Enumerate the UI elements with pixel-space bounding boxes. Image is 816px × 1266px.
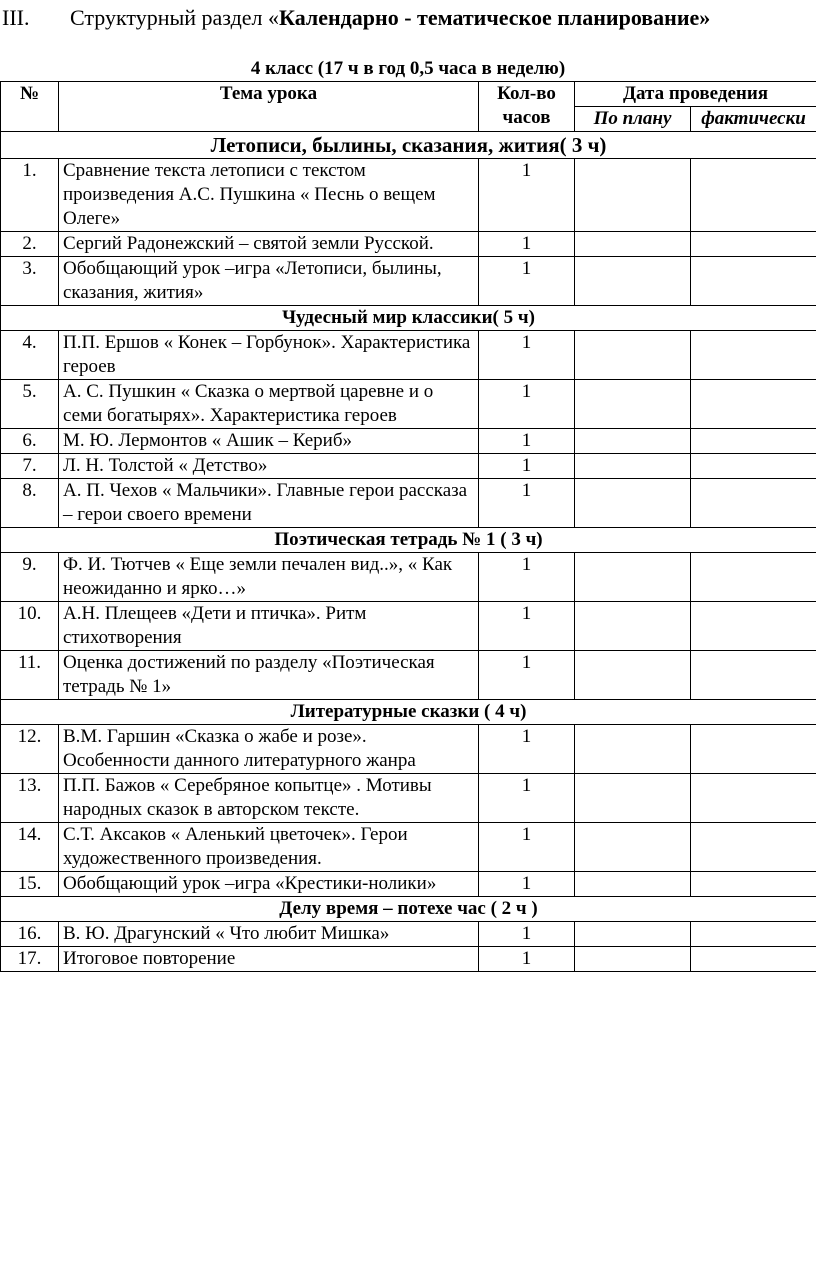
planned-date-cell [575, 331, 691, 380]
actual-date-cell [691, 725, 816, 774]
planned-date-cell [575, 380, 691, 429]
lesson-number: 4. [1, 331, 59, 380]
lesson-number: 6. [1, 429, 59, 454]
lesson-number: 8. [1, 479, 59, 528]
table-row [1, 159, 816, 232]
section-row [1, 700, 816, 725]
lesson-hours: 1 [479, 872, 575, 897]
table-row [1, 947, 816, 972]
section-title: Календарно - тематическое планирование» [279, 5, 711, 30]
lesson-topic: П.П. Ершов « Конек – Горбунок». Характеристика героев [59, 331, 479, 380]
lesson-topic: А. С. Пушкин « Сказка о мертвой царевне и о семи богатырях». Характеристика героев [59, 380, 479, 429]
lesson-hours: 1 [479, 159, 575, 232]
lesson-topic: П.П. Бажов « Серебряное копытце» . Мотивы народных сказок в авторском тексте. [59, 774, 479, 823]
actual-date-cell [691, 602, 816, 651]
table-row [1, 331, 816, 380]
table-row [1, 553, 816, 602]
actual-date-cell [691, 257, 816, 306]
lesson-hours: 1 [479, 232, 575, 257]
header-hours: Кол-во часов [479, 82, 575, 132]
section-heading [2, 3, 812, 33]
lesson-topic: Обобщающий урок –игра «Летописи, былины, сказания, жития» [59, 257, 479, 306]
table-row [1, 479, 816, 528]
header-actual: фактически [691, 107, 816, 132]
lesson-topic: Ф. И. Тютчев « Еще земли печален вид..», « Как неожиданно и ярко…» [59, 553, 479, 602]
lesson-topic: Л. Н. Толстой « Детство» [59, 454, 479, 479]
lesson-topic: А. П. Чехов « Мальчики». Главные герои рассказа – герои своего времени [59, 479, 479, 528]
document-subtitle: 4 класс (17 ч в год 0,5 часа в неделю) [250, 58, 566, 79]
header-number: № [1, 82, 59, 132]
lesson-hours: 1 [479, 602, 575, 651]
section-row [1, 132, 816, 159]
actual-date-cell [691, 553, 816, 602]
table-row [1, 774, 816, 823]
lesson-topic: Обобщающий урок –игра «Крестики-нолики» [59, 872, 479, 897]
section-row [1, 306, 816, 331]
actual-date-cell [691, 331, 816, 380]
planned-date-cell [575, 479, 691, 528]
lesson-number: 5. [1, 380, 59, 429]
table-row [1, 872, 816, 897]
table-row [1, 380, 816, 429]
lesson-topic: С.Т. Аксаков « Аленький цветочек». Герои художественного произведения. [59, 823, 479, 872]
actual-date-cell [691, 823, 816, 872]
section-number: III. [2, 5, 30, 30]
planned-date-cell [575, 922, 691, 947]
table-row [1, 725, 816, 774]
lesson-hours: 1 [479, 774, 575, 823]
lesson-hours: 1 [479, 331, 575, 380]
lesson-number: 11. [1, 651, 59, 700]
planned-date-cell [575, 651, 691, 700]
header-row [1, 82, 816, 107]
header-planned: По плану [575, 107, 691, 132]
planned-date-cell [575, 725, 691, 774]
planned-date-cell [575, 232, 691, 257]
lesson-topic: Оценка достижений по разделу «Поэтическая тетрадь № 1» [59, 651, 479, 700]
actual-date-cell [691, 380, 816, 429]
lesson-hours: 1 [479, 257, 575, 306]
section-title: Чудесный мир классики( 5 ч) [1, 306, 816, 331]
lesson-topic: А.Н. Плещеев «Дети и птичка». Ритм стихотворения [59, 602, 479, 651]
actual-date-cell [691, 922, 816, 947]
table-row [1, 922, 816, 947]
table-body [1, 132, 816, 972]
lesson-number: 9. [1, 553, 59, 602]
lesson-number: 14. [1, 823, 59, 872]
section-title: Поэтическая тетрадь № 1 ( 3 ч) [1, 528, 816, 553]
lesson-hours: 1 [479, 651, 575, 700]
planned-date-cell [575, 872, 691, 897]
lesson-hours: 1 [479, 553, 575, 602]
planned-date-cell [575, 454, 691, 479]
lesson-topic: В. Ю. Драгунский « Что любит Мишка» [59, 922, 479, 947]
table-header [1, 82, 816, 132]
lesson-number: 13. [1, 774, 59, 823]
lesson-hours: 1 [479, 380, 575, 429]
lesson-hours: 1 [479, 947, 575, 972]
lesson-number: 3. [1, 257, 59, 306]
planned-date-cell [575, 947, 691, 972]
lesson-topic: Сравнение текста летописи с текстом произведения А.С. Пушкина « Песнь о вещем Олеге» [59, 159, 479, 232]
section-row [1, 897, 816, 922]
actual-date-cell [691, 774, 816, 823]
lesson-hours: 1 [479, 429, 575, 454]
lesson-number: 10. [1, 602, 59, 651]
section-title: Делу время – потехе час ( 2 ч ) [1, 897, 816, 922]
planned-date-cell [575, 159, 691, 232]
lesson-topic: Итоговое повторение [59, 947, 479, 972]
section-row [1, 528, 816, 553]
lesson-number: 15. [1, 872, 59, 897]
table-row [1, 602, 816, 651]
actual-date-cell [691, 429, 816, 454]
actual-date-cell [691, 454, 816, 479]
table-row [1, 232, 816, 257]
lesson-hours: 1 [479, 922, 575, 947]
actual-date-cell [691, 947, 816, 972]
lesson-hours: 1 [479, 454, 575, 479]
section-title: Литературные сказки ( 4 ч) [1, 700, 816, 725]
lesson-hours: 1 [479, 823, 575, 872]
section-title: Летописи, былины, сказания, жития( 3 ч) [1, 132, 816, 159]
table-row [1, 429, 816, 454]
lesson-number: 7. [1, 454, 59, 479]
table-row [1, 823, 816, 872]
planned-date-cell [575, 602, 691, 651]
actual-date-cell [691, 159, 816, 232]
header-topic: Тема урока [59, 82, 479, 132]
table-row [1, 651, 816, 700]
lesson-plan-table [0, 81, 816, 972]
lesson-hours: 1 [479, 725, 575, 774]
lesson-topic: Сергий Радонежский – святой земли Русской. [59, 232, 479, 257]
table-row [1, 257, 816, 306]
actual-date-cell [691, 232, 816, 257]
lesson-number: 17. [1, 947, 59, 972]
planned-date-cell [575, 429, 691, 454]
lesson-topic: В.М. Гаршин «Сказка о жабе и розе». Особенности данного литературного жанра [59, 725, 479, 774]
lesson-number: 12. [1, 725, 59, 774]
planned-date-cell [575, 553, 691, 602]
planned-date-cell [575, 823, 691, 872]
lesson-hours: 1 [479, 479, 575, 528]
lesson-number: 16. [1, 922, 59, 947]
lesson-topic: М. Ю. Лермонтов « Ашик – Кериб» [59, 429, 479, 454]
section-prefix: Структурный раздел « [70, 5, 280, 30]
table-row [1, 454, 816, 479]
header-date: Дата проведения [575, 82, 816, 107]
actual-date-cell [691, 479, 816, 528]
planned-date-cell [575, 257, 691, 306]
lesson-number: 2. [1, 232, 59, 257]
planned-date-cell [575, 774, 691, 823]
actual-date-cell [691, 651, 816, 700]
actual-date-cell [691, 872, 816, 897]
lesson-number: 1. [1, 159, 59, 232]
